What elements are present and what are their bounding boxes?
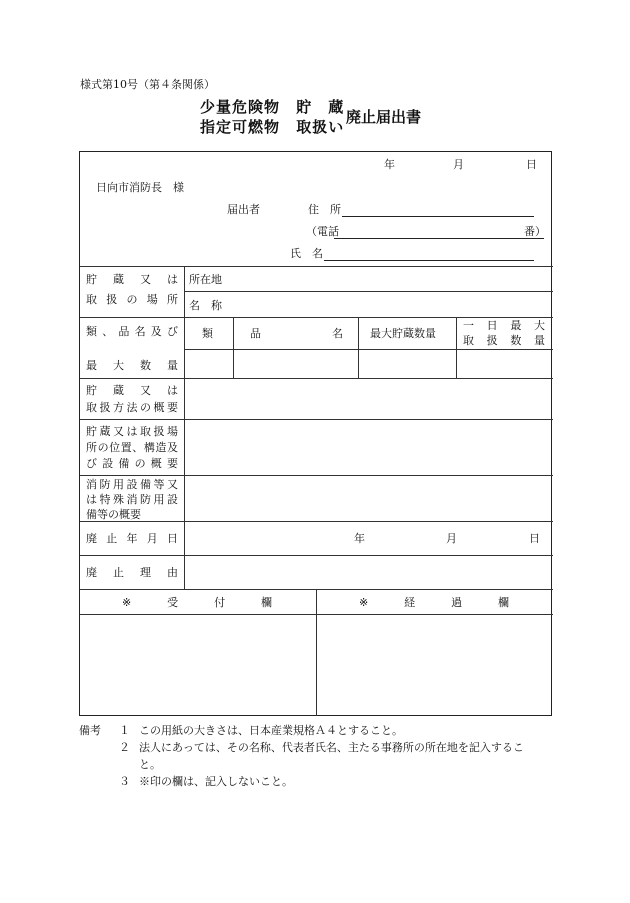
facility-label-1: 貯蔵又は取扱場 xyxy=(86,425,178,438)
notes-label: 備考 xyxy=(79,724,101,737)
method-field[interactable] xyxy=(185,379,552,418)
location-label: 所在地 xyxy=(189,273,222,286)
col-daily-max-2: 取 扱 数 量 xyxy=(463,334,545,347)
location-field[interactable] xyxy=(234,267,552,291)
category-label-1: 類 、 品 名 及 び xyxy=(86,325,178,338)
receipt-box xyxy=(81,615,315,715)
facility-label-3: び設備の概要 xyxy=(86,457,178,470)
addressee: 日向市消防長 様 xyxy=(96,181,184,194)
title-small-hazmat: 少量危険物 xyxy=(200,98,281,116)
item-name-field[interactable] xyxy=(234,350,357,377)
col-daily-max-1: 一 日 最 大 xyxy=(463,319,545,332)
notification-form xyxy=(79,151,552,716)
fire-equipment-field[interactable] xyxy=(185,476,552,520)
title-line1 xyxy=(200,96,344,117)
daily-max-field[interactable] xyxy=(457,350,552,377)
col-name: 名 xyxy=(332,327,343,340)
receipt-column-header: ※ 受 付 欄 xyxy=(122,596,272,609)
fire-equipment-label-1: 消防用設備等又 xyxy=(86,478,178,491)
note-2: 法人にあっては、その名称、代表者氏名、主たる事務所の所在地を記入するこ xyxy=(139,741,524,754)
max-storage-field[interactable] xyxy=(359,350,455,377)
col-item: 品 xyxy=(250,327,261,340)
notes xyxy=(79,722,559,790)
storage-place-label-1: 貯 蔵 又 は xyxy=(86,273,178,286)
fire-equipment-label-2: は特殊消防用設 xyxy=(86,493,178,506)
name-field[interactable] xyxy=(324,260,534,261)
title-designated-combustible: 指定可燃物 xyxy=(200,118,281,136)
title-suffix: 廃止届出書 xyxy=(346,108,422,126)
col-max-storage: 最大貯蔵数量 xyxy=(370,327,436,340)
method-label-1: 貯 蔵 又 は xyxy=(86,384,178,397)
abolish-date-label: 廃 止 年 月 日 xyxy=(86,532,178,545)
category-label-2: 最 大 数 量 xyxy=(86,359,178,372)
fire-equipment-label-3: 備等の概要 xyxy=(86,508,141,521)
facility-name-label: 名 称 xyxy=(189,299,222,312)
abolish-day: 日 xyxy=(529,532,540,545)
phone-field[interactable] xyxy=(334,238,544,239)
address-field[interactable] xyxy=(342,216,534,217)
facility-label-2: 所の位置、構造及 xyxy=(86,441,178,454)
phone-suffix: 番） xyxy=(524,225,546,238)
note-3-number: ３ xyxy=(119,775,130,788)
progress-column-header: ※ 経 過 欄 xyxy=(359,596,509,609)
method-label-2: 取扱方法の概要 xyxy=(86,401,178,414)
name-label: 氏 名 xyxy=(290,247,323,260)
notifier-label: 届出者 xyxy=(227,203,260,216)
note-2-continued: と。 xyxy=(139,758,161,771)
abolish-reason-label: 廃 止 理 由 xyxy=(86,566,178,579)
abolish-year: 年 xyxy=(354,532,365,545)
note-1-number: １ xyxy=(119,724,130,737)
form-number: 様式第10号（第４条関係） xyxy=(80,78,215,91)
col-type: 類 xyxy=(202,327,213,340)
date-month: 月 xyxy=(453,158,464,171)
note-1: この用紙の大きさは、日本産業規格Ａ４とすること。 xyxy=(139,724,403,737)
title-handling: 取扱い xyxy=(296,118,345,136)
progress-box xyxy=(318,615,551,715)
address-label[interactable]: 住 所 xyxy=(308,203,341,216)
facility-field[interactable] xyxy=(185,420,552,474)
abolish-month: 月 xyxy=(446,532,457,545)
title-line2 xyxy=(200,116,344,137)
type-field[interactable] xyxy=(185,350,232,377)
storage-place-label-2: 取 扱 の 場 所 xyxy=(86,293,178,306)
date-year: 年 xyxy=(384,158,395,171)
abolish-reason-field[interactable] xyxy=(185,556,552,588)
note-3: ※印の欄は、記入しないこと。 xyxy=(139,775,293,788)
note-2-number: ２ xyxy=(119,741,130,754)
title-storage: 貯 蔵 xyxy=(296,98,345,116)
facility-name-field[interactable] xyxy=(234,292,552,316)
date-day: 日 xyxy=(526,158,537,171)
phone-label: （電話 xyxy=(306,225,339,238)
